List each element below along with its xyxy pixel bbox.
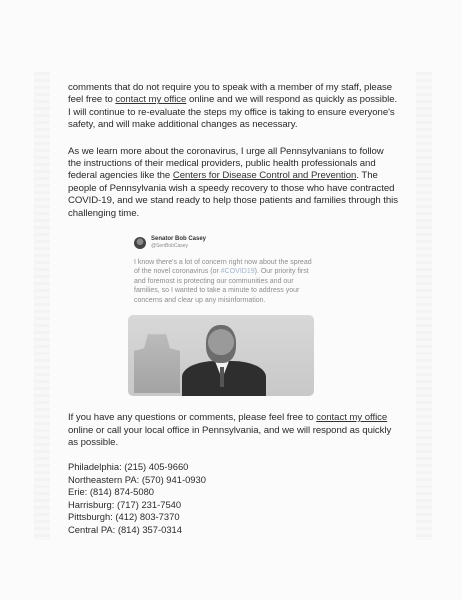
contact-central-pa: Central PA: (814) 357-0314	[68, 523, 182, 535]
paragraph-2-text-b: . The people of Pennsylvania wish a speedy recovery to those who have contracted COVID-19, and we stand ready to help those patients and families through this challenging time.	[68, 170, 398, 219]
contact-my-office-link[interactable]: contact my office	[115, 94, 187, 106]
contact-pittsburgh: Pittsburgh: (412) 803-7370	[68, 511, 180, 523]
tweet-author-handle: @SenBobCasey	[151, 243, 189, 250]
avatar	[134, 237, 146, 249]
tweet-author-name: Senator Bob Casey	[151, 236, 207, 243]
tie	[220, 367, 224, 387]
office-contact-list	[68, 461, 398, 536]
head	[206, 325, 236, 363]
tweet-author	[151, 236, 206, 250]
paragraph-1-text-a: comments that do not require you to speak with a member of my staff, please feel free to	[68, 82, 393, 106]
contact-erie: Erie: (814) 874-5080	[68, 486, 154, 498]
tweet-text	[134, 258, 316, 305]
tweet-video-thumbnail[interactable]	[128, 315, 314, 396]
paragraph-1-text-b: online and we will respond as quickly as possible. I will continue to re-evaluate the steps my office is taking to ensure everyone's safety, and will make additional changes as necessary.	[68, 94, 398, 131]
tweet-header	[134, 234, 324, 252]
contact-my-office-link-2[interactable]: contact my office	[316, 412, 388, 424]
paragraph-2	[68, 146, 398, 220]
paragraph-3	[68, 412, 398, 449]
paragraph-2-text-a: As we learn more about the coronavirus, I urge all Pennsylvanians to follow the instructions of their medical providers, public health professionals and federal agencies like the	[68, 145, 384, 182]
senator-portrait	[178, 317, 270, 396]
contact-philadelphia: Philadelphia: (215) 405-9660	[68, 461, 189, 473]
paragraph-3-text-b: online or call your local office in Pennsylvania, and we will respond as quickly as possible.	[68, 424, 392, 448]
scan-edge-left	[34, 72, 50, 540]
hashtag-link[interactable]: #COVID19	[220, 268, 255, 276]
capitol-dome-image	[134, 329, 180, 393]
contact-northeastern-pa: Northeastern PA: (570) 941-0930	[68, 473, 206, 485]
embedded-tweet[interactable]	[134, 234, 324, 396]
scan-edge-right	[416, 72, 432, 540]
paragraph-3-text-a: If you have any questions or comments, please feel free to	[68, 412, 317, 424]
tweet-text-a: I know there's a lot of concern right now about the spread of the novel coronavirus (or	[134, 259, 312, 276]
contact-harrisburg: Harrisburg: (717) 231-7540	[68, 498, 182, 510]
letter-body	[68, 82, 398, 536]
cdc-link[interactable]: Centers for Disease Control and Prevention	[172, 170, 357, 182]
tweet-text-b: ). Our priority first and foremost is protecting our communities and our families, so I wanted to take a minute to address your concerns and clear up any misinformation.	[134, 268, 309, 304]
paragraph-1	[68, 82, 398, 132]
